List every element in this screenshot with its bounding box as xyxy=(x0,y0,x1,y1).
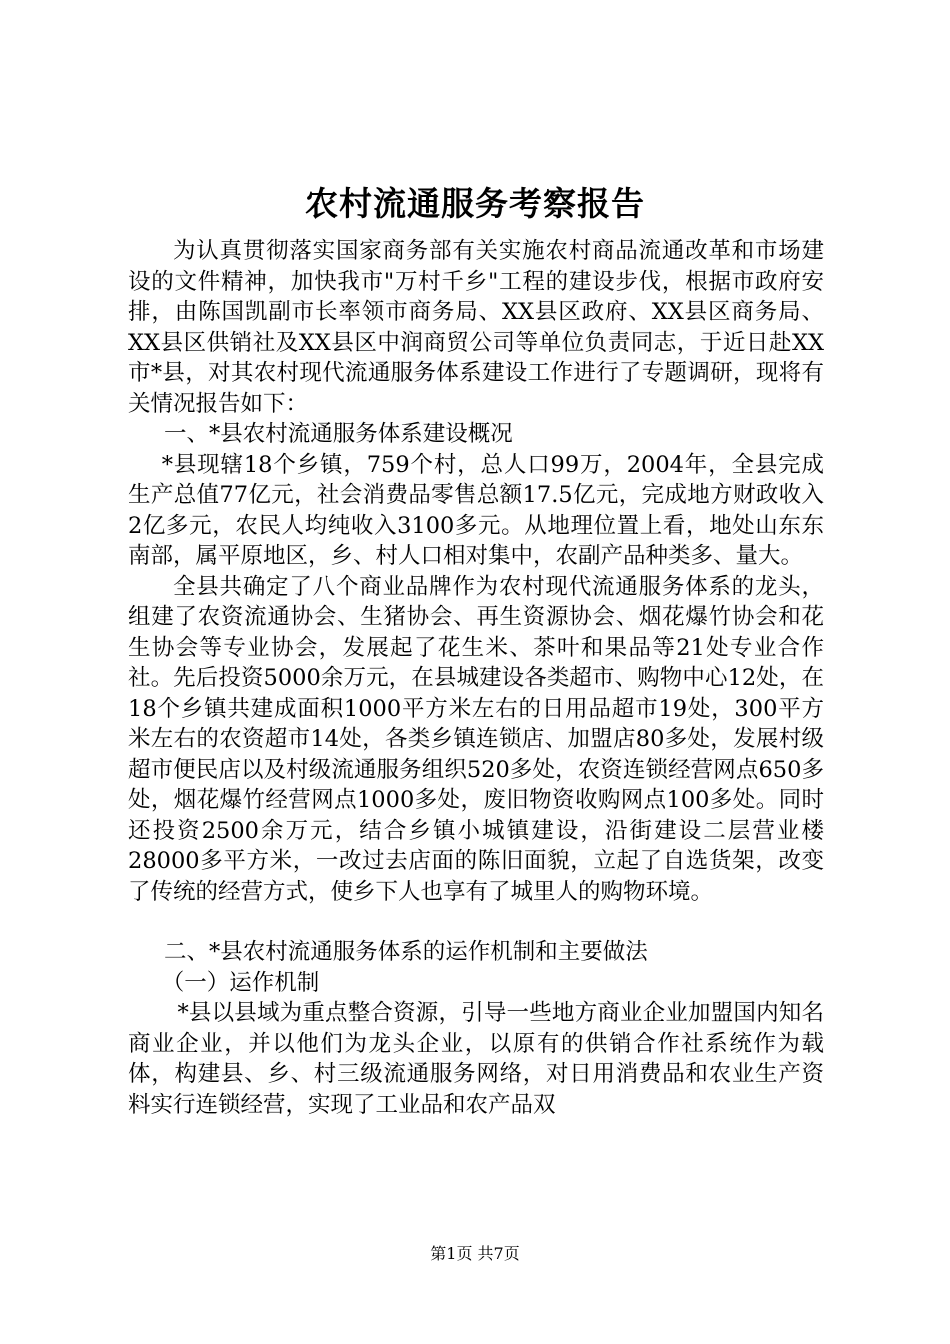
page-footer: 第1页 共7页 xyxy=(430,1244,520,1263)
document-title: 农村流通服务考察报告 xyxy=(305,184,645,223)
paragraph-brands: 全县共确定了八个商业品牌作为农村现代流通服务体系的龙头，组建了农资流通协会、生猪协会、再生资源协会、烟花爆竹协会和花生协会等专业协会，发展起了花生米、茶叶和果品等21处专业合作社。先后投资5000余万元，在县城建设各类超市、购物中心12处，在18个乡镇共建成面积1000平方米左右的日用品超市19处，300平方米左右的农资超市14处，各类乡镇连锁店、加盟店80多处，发展村级超市便民店以及村级流通服务组织520多处，农资连锁经营网点650多处，烟花爆竹经营网点1000多处，废旧物资收购网点100多处。同时还投资2500余万元，结合乡镇小城镇建设，沿街建设二层营业楼28000多平方米，一改过去店面的陈旧面貌，立起了自选货架，改变了传统的经营方式，使乡下人也享有了城里人的购物环境。 xyxy=(128,573,824,905)
subsection-heading-1: （一）运作机制 xyxy=(161,969,320,996)
document-body xyxy=(128,236,824,1120)
paragraph-gap xyxy=(128,907,824,937)
paragraph-mechanism: *县以县域为重点整合资源，引导一些地方商业企业加盟国内知名商业企业，并以他们为龙头企业，以原有的供销合作社系统作为载体，构建县、乡、村三级流通服务网络，对日用消费品和农业生产资料实行连锁经营，实现了工业品和农产品双 xyxy=(128,1000,824,1118)
section-heading-2: 二、*县农村流通服务体系的运作机制和主要做法 xyxy=(164,939,648,965)
paragraph-intro: 为认真贯彻落实国家商务部有关实施农村商品流通改革和市场建设的文件精神，加快我市"万村千乡"工程的建设步伐，根据市政府安排，由陈国凯副市长率领市商务局、XX县区政府、XX县区商务局、XX县区供销社及XX县区中润商贸公司等单位负责同志，于近日赴XX市*县，对其农村现代流通服务体系建设工作进行了专题调研，现将有关情况报告如下： xyxy=(128,238,824,417)
paragraph-overview: *县现辖18个乡镇，759个村，总人口99万，2004年，全县完成生产总值77亿元，社会消费品零售总额17.5亿元，完成地方财政收入2亿多元，农民人均纯收入3100多元。从地理位置上看，地处山东东南部，属平原地区，乡、村人口相对集中，农副产品种类多、量大。 xyxy=(128,451,824,569)
section-heading-1: 一、*县农村流通服务体系建设概况 xyxy=(164,421,513,447)
